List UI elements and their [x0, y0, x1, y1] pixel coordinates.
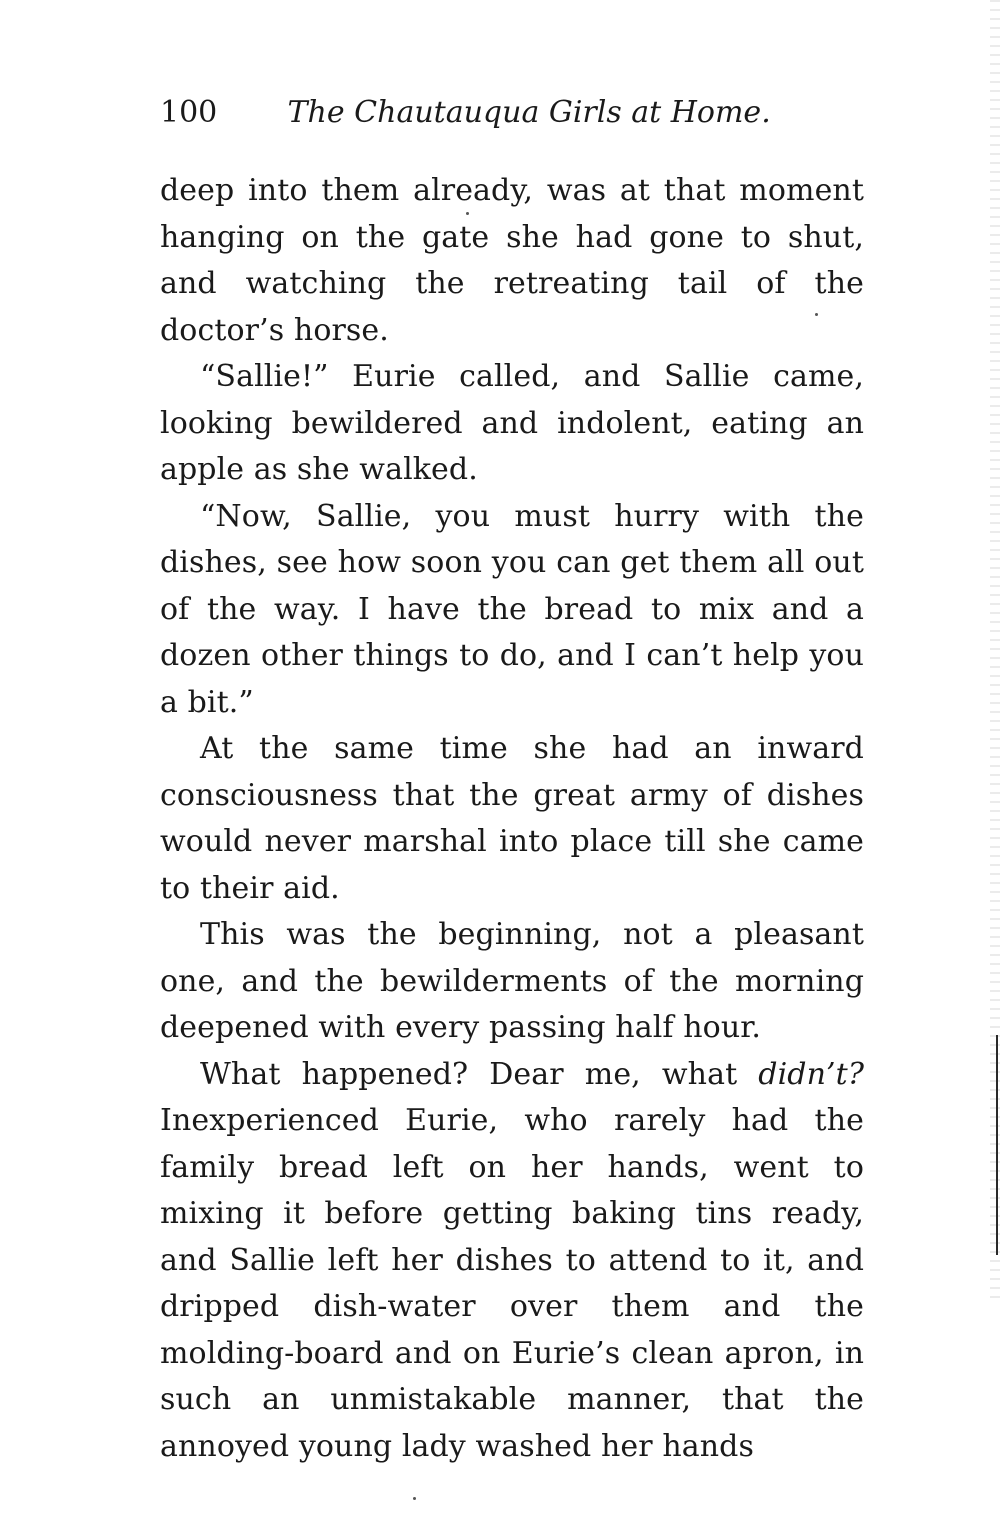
paragraph-4-text: At the same time she had an inward consciousness that the great army of dishes would never marshal into place till she came to their aid.: [160, 731, 864, 906]
paragraph-6-text-after: Inexperienced Eurie, who rarely had the family bread left on her hands, went to mixing it before getting baking tins ready, and Sallie left her dishes to attend to it, and dripped dish-water over them and the molding-board and on Eurie’s clean apron, in such an unmistakable manner, that the annoyed young lady washed her hands: [160, 1103, 864, 1464]
scan-spine-edge: [990, 0, 1000, 1300]
scan-speck: [815, 313, 818, 316]
scan-speck: [466, 212, 469, 215]
scan-speck: [413, 1497, 416, 1500]
paragraph-6: [160, 1052, 864, 1471]
page-number: 100: [160, 95, 218, 130]
paragraph-3-text: “Now, Sallie, you must hurry with the dishes, see how soon you can get them all out of the way. I have the bread to mix and a dozen other things to do, and I can’t help you a bit.”: [160, 498, 864, 720]
body-text: [160, 168, 864, 1470]
running-title: The Chautauqua Girls at Home.: [287, 95, 771, 130]
scan-spine-line: [996, 1035, 998, 1255]
paragraph-2: [160, 354, 864, 494]
page-header: [160, 88, 860, 138]
paragraph-5-text: This was the beginning, not a pleasant one, and the bewilderments of the morning deepened with every passing half hour.: [160, 917, 864, 1045]
paragraph-3: [160, 494, 864, 727]
paragraph-4: [160, 726, 864, 912]
paragraph-6-italic: didn’t?: [758, 1056, 864, 1092]
paragraph-6-text-before: What happened? Dear me, what: [200, 1056, 759, 1092]
paragraph-1: [160, 168, 864, 354]
paragraph-1-text: deep into them already, was at that moment hanging on the gate she had gone to shut, and watching the retreating tail of the doctor’s horse.: [160, 173, 864, 348]
paragraph-2-text: “Sallie!” Eurie called, and Sallie came, looking bewildered and indolent, eating an apple as she walked.: [160, 359, 864, 487]
paragraph-5: [160, 912, 864, 1052]
